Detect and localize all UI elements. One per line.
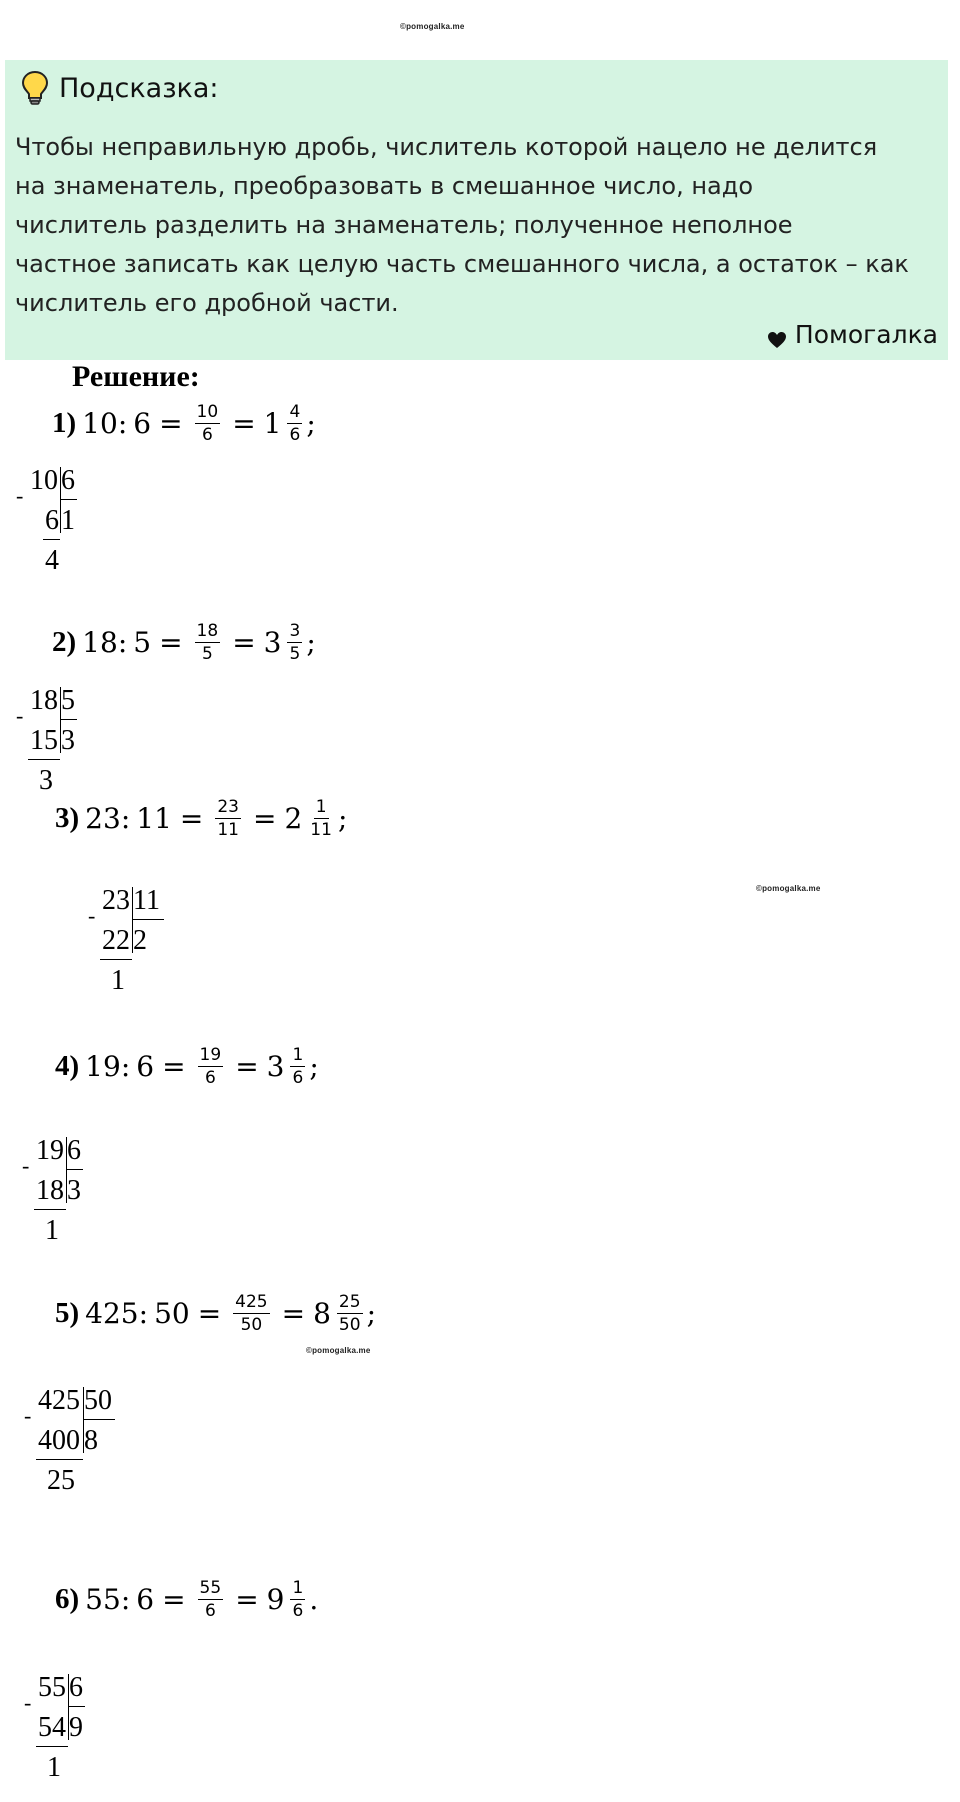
hint-line: частное записать как целую часть смешанного числа, а остаток – как [15, 250, 909, 278]
divisor-underline [132, 919, 164, 920]
division-dividend: 425 [38, 1385, 80, 1416]
division-quotient: 1 [61, 505, 75, 536]
divisor: 50 [154, 1297, 190, 1330]
mixed-number [267, 1579, 310, 1620]
divisor: 5 [133, 626, 152, 659]
fraction-numerator: 4 [289, 402, 301, 422]
equals-sign: = [232, 626, 256, 659]
whole-part: 1 [263, 407, 282, 440]
division-subtrahend: 22 [102, 925, 130, 956]
fraction-denominator: 11 [310, 820, 332, 840]
equation [52, 622, 316, 663]
division-quotient: 2 [133, 925, 147, 956]
division-vertical-line [66, 1137, 67, 1203]
subtraction-line [43, 539, 60, 540]
fraction-denominator: 50 [240, 1315, 263, 1335]
item-number: 6) [55, 1583, 80, 1615]
subtraction-line [36, 1746, 68, 1747]
fraction-denominator: 5 [289, 644, 301, 664]
punctuation: ; [366, 1297, 376, 1330]
whole-part: 3 [266, 1050, 285, 1083]
division-divisor: 50 [84, 1385, 112, 1416]
whole-part: 9 [266, 1583, 285, 1616]
improper-fraction [233, 1293, 269, 1334]
fraction-numerator: 23 [217, 797, 239, 817]
punctuation: ; [306, 407, 316, 440]
hint-box [5, 60, 948, 360]
hint-title: Подсказка: [59, 72, 219, 104]
minus-sign: - [24, 1403, 32, 1428]
divisor-underline [68, 1706, 85, 1707]
minus-sign: - [22, 1153, 30, 1178]
dividend: 18 [82, 626, 118, 659]
improper-fraction [215, 798, 241, 839]
division-quotient: 8 [84, 1425, 98, 1456]
watermark: ©pomogalka.me [756, 884, 821, 893]
item-number: 2) [52, 626, 77, 658]
fraction-numerator: 18 [196, 621, 219, 641]
fraction-denominator: 50 [338, 1315, 361, 1335]
dividend: 23 [85, 802, 121, 835]
equals-sign: = [235, 1050, 259, 1083]
lightbulb-icon [21, 70, 49, 106]
divisor-underline [66, 1169, 83, 1170]
fraction-part [290, 1579, 305, 1620]
equals-sign: = [253, 802, 277, 835]
improper-fraction [198, 1579, 224, 1620]
divisor: 6 [136, 1050, 155, 1083]
colon-sign: : [117, 407, 128, 440]
improper-fraction [195, 622, 221, 663]
division-remainder: 1 [47, 1752, 61, 1783]
division-subtrahend: 15 [30, 725, 58, 756]
division-dividend: 23 [102, 885, 130, 916]
dividend: 425 [85, 1297, 139, 1330]
division-quotient: 9 [69, 1712, 83, 1743]
fraction-numerator: 25 [338, 1292, 361, 1312]
divisor: 6 [133, 407, 152, 440]
colon-sign: : [120, 802, 131, 835]
fraction-numerator: 425 [235, 1292, 268, 1312]
punctuation: ; [306, 626, 316, 659]
equals-sign: = [179, 802, 204, 835]
fraction-denominator: 5 [201, 644, 213, 664]
equation [55, 1293, 376, 1334]
division-divisor: 6 [67, 1135, 81, 1166]
minus-sign: - [16, 703, 24, 728]
fraction-part [287, 403, 302, 444]
equals-sign: = [235, 1583, 259, 1616]
divisor-underline [60, 719, 77, 720]
division-vertical-line [68, 1674, 69, 1740]
division-divisor: 11 [133, 885, 160, 916]
divisor-underline [83, 1419, 115, 1420]
hint-line: Чтобы неправильную дробь, числитель которой нацело не делится [15, 133, 878, 161]
division-dividend: 55 [38, 1672, 66, 1703]
improper-fraction [195, 403, 221, 444]
mixed-number [264, 403, 307, 444]
brand-name: Помогалка [794, 320, 938, 349]
watermark: ©pomogalka.me [306, 1346, 371, 1355]
divisor: 11 [136, 802, 172, 835]
item-number: 3) [55, 802, 80, 834]
fraction-numerator: 1 [315, 797, 327, 817]
dividend: 55 [85, 1583, 121, 1616]
division-vertical-line [132, 887, 133, 953]
division-quotient: 3 [67, 1175, 81, 1206]
division-vertical-line [60, 467, 61, 533]
whole-part: 3 [263, 626, 282, 659]
division-dividend: 18 [30, 685, 58, 716]
fraction-numerator: 19 [199, 1045, 222, 1065]
dividend: 10 [82, 407, 118, 440]
fraction-denominator: 6 [289, 425, 301, 445]
hint-line: числитель разделить на знаменатель; полученное неполное [15, 211, 793, 239]
equals-sign: = [281, 1297, 306, 1330]
fraction-part [287, 622, 302, 663]
fraction-denominator: 6 [204, 1068, 216, 1088]
equals-sign: = [159, 626, 183, 659]
division-divisor: 6 [69, 1672, 83, 1703]
equation [55, 1579, 318, 1620]
long-division [18, 685, 87, 815]
punctuation: ; [337, 802, 348, 835]
fraction-numerator: 55 [199, 1578, 222, 1598]
improper-fraction [198, 1046, 224, 1087]
long-division [18, 465, 87, 595]
minus-sign: - [16, 483, 24, 508]
long-division [24, 1135, 93, 1265]
colon-sign: : [117, 626, 128, 659]
subtraction-line [34, 1209, 66, 1210]
fraction-denominator: 6 [201, 425, 213, 445]
division-remainder: 25 [47, 1465, 75, 1496]
division-dividend: 10 [30, 465, 58, 496]
fraction-numerator: 3 [289, 621, 301, 641]
fraction-part [337, 1293, 363, 1334]
long-division [26, 1672, 95, 1802]
whole-part: 8 [313, 1297, 331, 1330]
equals-sign: = [162, 1050, 186, 1083]
subtraction-line [100, 959, 132, 960]
equals-sign: = [197, 1297, 222, 1330]
division-divisor: 5 [61, 685, 75, 716]
fraction-denominator: 6 [204, 1601, 216, 1621]
division-remainder: 3 [39, 765, 53, 796]
division-vertical-line [60, 687, 61, 753]
fraction-numerator: 10 [196, 402, 219, 422]
hint-text [15, 128, 935, 323]
long-division [26, 1385, 125, 1515]
punctuation: . [309, 1583, 319, 1616]
minus-sign: - [88, 903, 96, 928]
fraction-part [308, 798, 334, 839]
fraction-numerator: 1 [292, 1045, 304, 1065]
hint-brand [767, 320, 938, 349]
item-number: 1) [52, 407, 77, 439]
division-subtrahend: 400 [38, 1425, 80, 1456]
dividend: 19 [85, 1050, 121, 1083]
division-divisor: 6 [61, 465, 75, 496]
subtraction-line [36, 1459, 83, 1460]
division-quotient: 3 [61, 725, 75, 756]
division-remainder: 4 [45, 545, 59, 576]
item-number: 5) [55, 1297, 80, 1329]
division-remainder: 1 [111, 965, 125, 996]
colon-sign: : [120, 1583, 131, 1616]
equals-sign: = [162, 1583, 186, 1616]
fraction-denominator: 6 [292, 1601, 304, 1621]
division-subtrahend: 54 [38, 1712, 66, 1743]
hint-line: на знаменатель, преобразовать в смешанное число, надо [15, 172, 754, 200]
mixed-number [313, 1293, 366, 1334]
fraction-numerator: 1 [292, 1578, 304, 1598]
solution-title: Решение: [72, 360, 200, 393]
heart-icon [767, 326, 787, 344]
division-subtrahend: 6 [45, 505, 59, 536]
item-number: 4) [55, 1050, 80, 1082]
hint-line: числитель его дробной части. [15, 289, 399, 317]
division-remainder: 1 [45, 1215, 59, 1246]
fraction-denominator: 6 [292, 1068, 304, 1088]
divisor: 6 [136, 1583, 155, 1616]
whole-part: 2 [284, 802, 303, 835]
equals-sign: = [232, 407, 256, 440]
watermark: ©pomogalka.me [400, 22, 465, 31]
minus-sign: - [24, 1690, 32, 1715]
equation [52, 403, 316, 444]
equation [55, 798, 347, 839]
subtraction-line [28, 759, 60, 760]
division-dividend: 19 [36, 1135, 64, 1166]
division-subtrahend: 18 [36, 1175, 64, 1206]
divisor-underline [60, 499, 77, 500]
division-vertical-line [83, 1387, 84, 1453]
fraction-part [290, 1046, 305, 1087]
hint-header [21, 68, 219, 108]
mixed-number [267, 1046, 310, 1087]
fraction-denominator: 11 [217, 820, 239, 840]
equation [55, 1046, 319, 1087]
colon-sign: : [120, 1050, 131, 1083]
mixed-number [264, 622, 307, 663]
colon-sign: : [138, 1297, 149, 1330]
equals-sign: = [159, 407, 183, 440]
punctuation: ; [309, 1050, 319, 1083]
long-division [90, 885, 174, 1015]
mixed-number [284, 798, 337, 839]
